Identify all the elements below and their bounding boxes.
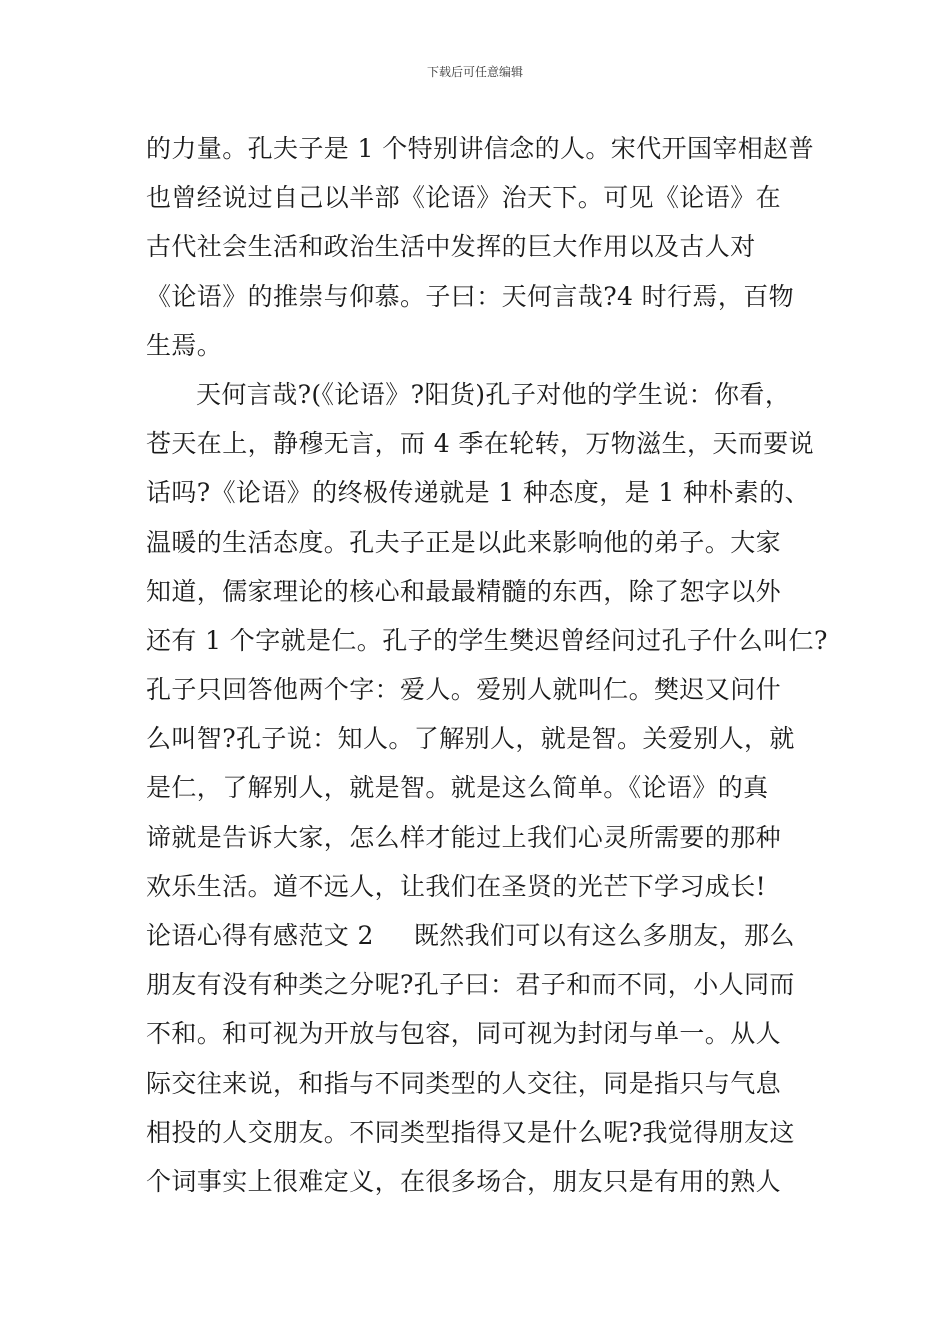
paragraph-line: 朋友有没有种类之分呢?孔子曰：君子和而不同，小人同而 [146, 970, 795, 1000]
paragraph-line: 温暖的生活态度。孔夫子正是以此来影响他的弟子。大家 [146, 527, 782, 557]
paragraph-line: 不和。和可视为开放与包容，同可视为封闭与单一。从人 [146, 1019, 782, 1049]
paragraph-line: 还有 1 个字就是仁。孔子的学生樊迟曾经问过孔子什么叫仁? [146, 625, 828, 655]
paragraph-line: 生焉。 [146, 330, 223, 360]
paragraph-line: 相投的人交朋友。不同类型指得又是什么呢?我觉得朋友这 [146, 1117, 795, 1147]
paragraph-line: 个词事实上很难定义，在很多场合，朋友只是有用的熟人 [146, 1166, 782, 1196]
paragraph-line: 孔子只回答他两个字：爱人。爱别人就叫仁。樊迟又问什 [146, 675, 782, 705]
paragraph-line: 谛就是告诉大家，怎么样才能过上我们心灵所需要的那种 [146, 822, 782, 852]
paragraph-line: 么叫智?孔子说：知人。了解别人，就是智。关爱别人，就 [146, 724, 795, 754]
section-title: 论语心得有感范文 2 [146, 921, 374, 950]
page-header: 下载后可任意编辑 [426, 65, 523, 79]
paragraph-line: 欢乐生活。道不远人，让我们在圣贤的光芒下学习成长! [146, 871, 767, 901]
paragraph-line: 天何言哉?(《论语》?阳货)孔子对他的学生说：你看， [196, 379, 791, 409]
paragraph-line: 也曾经说过自己以半部《论语》治天下。可见《论语》在 [146, 183, 782, 213]
section-first-text: 既然我们可以有这么多朋友，那么 [413, 921, 795, 950]
paragraph-line: 的力量。孔夫子是 1 个特别讲信念的人。宋代开国宰相赵普 [146, 134, 815, 163]
paragraph-line: 苍天在上，静穆无言，而 4 季在轮转，万物滋生，天而要说 [146, 429, 815, 459]
section-heading-line [146, 911, 810, 960]
document-body [146, 124, 828, 1206]
paragraph-line: 古代社会生活和政治生活中发挥的巨大作用以及古人对 [146, 232, 756, 262]
paragraph-line: 知道，儒家理论的核心和最最精髓的东西，除了恕字以外 [146, 576, 782, 606]
paragraph-line: 是仁，了解别人，就是智。就是这么简单。《论语》的真 [146, 773, 769, 803]
paragraph-line: 《论语》的推崇与仰慕。子曰：天何言哉?4 时行焉，百物 [146, 281, 795, 311]
paragraph-line: 话吗?《论语》的终极传递就是 1 种态度，是 1 种朴素的、 [146, 478, 811, 508]
paragraph-line: 际交往来说，和指与不同类型的人交往，同是指只与气息 [146, 1068, 782, 1098]
